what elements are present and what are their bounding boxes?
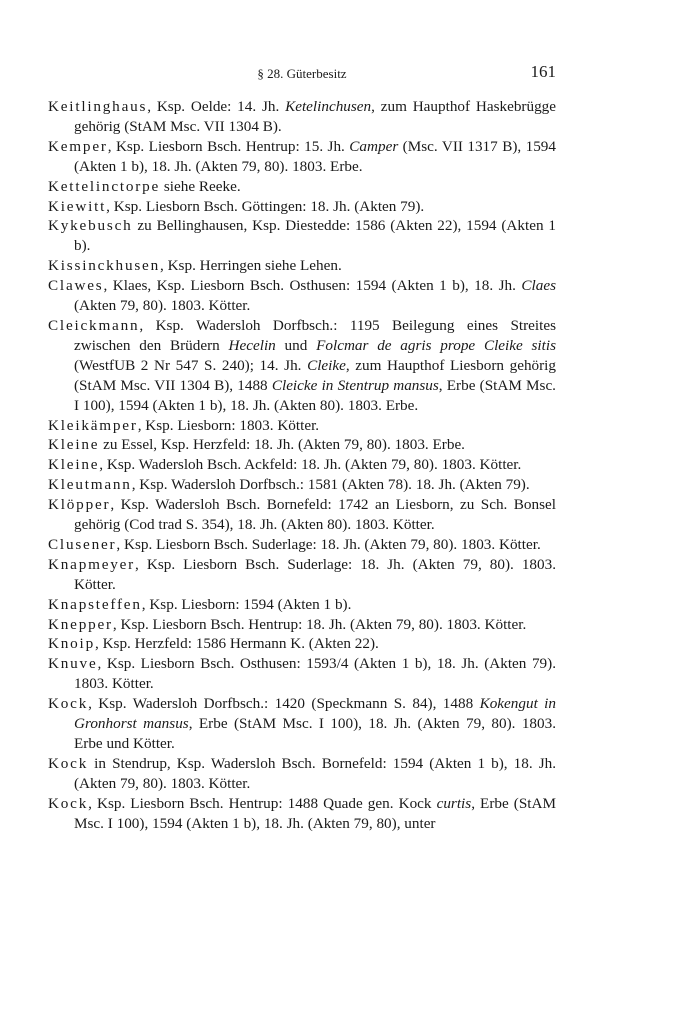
entry-name: Kettelinctorpe [48,177,161,195]
entry-text: , Ksp. Liesborn: 1803. Kötter. [137,416,320,434]
entry-source-term: Cleike [307,356,346,374]
register-entry [48,654,556,694]
entry-name: Cleickmann [48,316,140,334]
entry-source-term: curtis [436,794,472,812]
register-entry [48,316,556,416]
entry-text: , Ksp. Liesborn Bsch. Göttingen: 18. Jh. (Akten 79). [106,197,425,215]
entry-text: , Ksp. Liesborn Bsch. Hentrup: 18. Jh. (Akten 79, 80). 1803. Kötter. [112,615,527,633]
entry-source-term: Hecelin [228,336,276,354]
entry-name: Kock [48,695,89,713]
entry-text: zu Essel, Ksp. Herzfeld: 18. Jh. (Akten 79, 80). 1803. Erbe. [99,436,465,454]
register-entry [48,416,556,436]
entry-name: Kleine [48,456,100,474]
entry-name: Knapsteffen [48,595,142,613]
register-entry [48,495,556,535]
entry-name: Kleine [48,436,100,454]
page-header [48,62,556,84]
register-entry [48,137,556,177]
entry-name: Kykebusch [48,217,133,235]
entry-text: , Ksp. Liesborn Bsch. Hentrup: 1488 Quade gen. Kock [88,794,437,812]
entry-text: , zum Haupthof Liesborn gehörig (StAM Msc. VII 1304 B), 1488 [74,356,556,394]
entry-text: , Ksp. Oelde: 14. Jh. [147,98,286,115]
page-number: 161 [530,62,556,81]
entry-text: , Ksp. Wadersloh Dorfbsch.: 1581 (Akten 78). 18. Jh. (Akten 79). [131,476,530,494]
entry-text: , Ksp. Wadersloh Dorfbsch.: 1195 Beilegung eines Streites zwischen den Brüdern [74,316,556,354]
entry-text: , Ksp. Liesborn: 1594 (Akten 1 b). [141,595,352,613]
entry-name: Clusener [48,535,117,553]
entry-name: Knuve [48,655,98,673]
entry-name: Clawes [48,277,104,295]
register-entry [48,555,556,595]
entry-text: , Erbe (StAM Msc. I 100), 18. Jh. (Akten 79, 80). 1803. Erbe und Kötter. [74,715,556,752]
entry-name: Kock [48,794,89,812]
entry-name: Keitlinghaus [48,98,148,115]
register-entry [48,615,556,635]
entry-name: Kissinckhusen [48,257,160,275]
entry-text: (Akten 79, 80). 1803. Kötter. [74,297,251,315]
entry-source-term: Claes [521,277,556,295]
entry-text: , zum Haupthof Haskebrügge gehörig (StAM Msc. VII 1304 B). [74,98,556,135]
register-entry [48,216,556,256]
register-entries [48,97,556,834]
entry-text: , Ksp. Herringen siehe Lehen. [160,257,342,275]
entry-name: Kiewitt [48,197,107,215]
register-entry [48,634,556,654]
register-entry [48,694,556,754]
entry-name: Knapmeyer [48,555,136,573]
entry-name: Knoip [48,635,95,653]
entry-text: , Ksp. Liesborn Bsch. Suderlage: 18. Jh. (Akten 79, 80). 1803. Kötter. [74,555,556,593]
entry-name: Klöpper [48,496,111,514]
entry-text: (Msc. VII 1317 B), 1594 (Akten 1 b), 18. Jh. (Akten 79, 80). 1803. Erbe. [74,137,556,175]
entry-text: , Ksp. Liesborn Bsch. Osthusen: 1593/4 (Akten 1 b), 18. Jh. (Akten 79). 1803. Kötter. [74,655,556,693]
register-entry [48,475,556,495]
register-entry [48,595,556,615]
register-entry [48,197,556,217]
entry-text: , Ksp. Wadersloh Bsch. Ackfeld: 18. Jh. (Akten 79, 80). 1803. Kötter. [99,456,522,474]
register-entry [48,794,556,834]
entry-source-term: Cleicke in Stentrup mansus [271,376,439,394]
entry-source-term: Folcmar de agris prope Cleike sitis [316,336,556,354]
entry-text: in Stendrup, Ksp. Wadersloh Bsch. Bornefeld: 1594 (Akten 1 b), 18. Jh. (Akten 79, 80). 1803. Kötter. [74,754,556,792]
entry-text: , Ksp. Wadersloh Dorfbsch.: 1420 (Speckmann S. 84), 1488 [88,695,480,713]
entry-text: (WestfUB 2 Nr 547 S. 240); 14. Jh. [74,356,308,374]
register-entry [48,177,556,197]
register-entry [48,435,556,455]
entry-name: Kleikämper [48,416,138,434]
entry-text: , Erbe (StAM Msc. I 100), 1594 (Akten 1 b), 18. Jh. (Akten 79, 80), unter [74,794,556,832]
entry-text: , Klaes, Ksp. Liesborn Bsch. Osthusen: 1594 (Akten 1 b), 18. Jh. [103,277,522,295]
entry-source-term: Ketelinchusen [285,98,372,115]
entry-name: Kemper [48,137,108,155]
entry-text: siehe Reeke. [160,177,241,195]
entry-source-term: Camper [349,137,399,155]
register-entry [48,276,556,316]
entry-text: und [275,336,317,354]
entry-name: Kock [48,754,89,772]
entry-text: zu Bellinghausen, Ksp. Diestedde: 1586 (Akten 22), 1594 (Akten 1 b). [74,217,556,255]
entry-text: , Ksp. Liesborn Bsch. Hentrup: 15. Jh. [107,137,350,155]
register-entry [48,455,556,475]
register-entry [48,535,556,555]
register-entry [48,97,556,137]
entry-text: , Ksp. Wadersloh Bsch. Bornefeld: 1742 an Liesborn, zu Sch. Bonsel gehörig (Cod trad S. 354), 18. Jh. (Akten 80). 1803. Kötter. [74,496,556,534]
register-entry [48,256,556,276]
entry-text: , Erbe (StAM Msc. I 100), 1594 (Akten 1 b), 18. Jh. (Akten 80). 1803. Erbe. [74,376,556,414]
register-entry [48,754,556,794]
entry-text: , Ksp. Herzfeld: 1586 Hermann K. (Akten 22). [94,635,379,653]
running-head: § 28. Güterbesitz [257,66,347,81]
entry-name: Knepper [48,615,113,633]
entry-text: , Ksp. Liesborn Bsch. Suderlage: 18. Jh. (Akten 79, 80). 1803. Kötter. [116,535,541,553]
entry-source-term: Kokengut in Gronhorst mansus [74,695,556,733]
entry-name: Kleutmann [48,476,132,494]
